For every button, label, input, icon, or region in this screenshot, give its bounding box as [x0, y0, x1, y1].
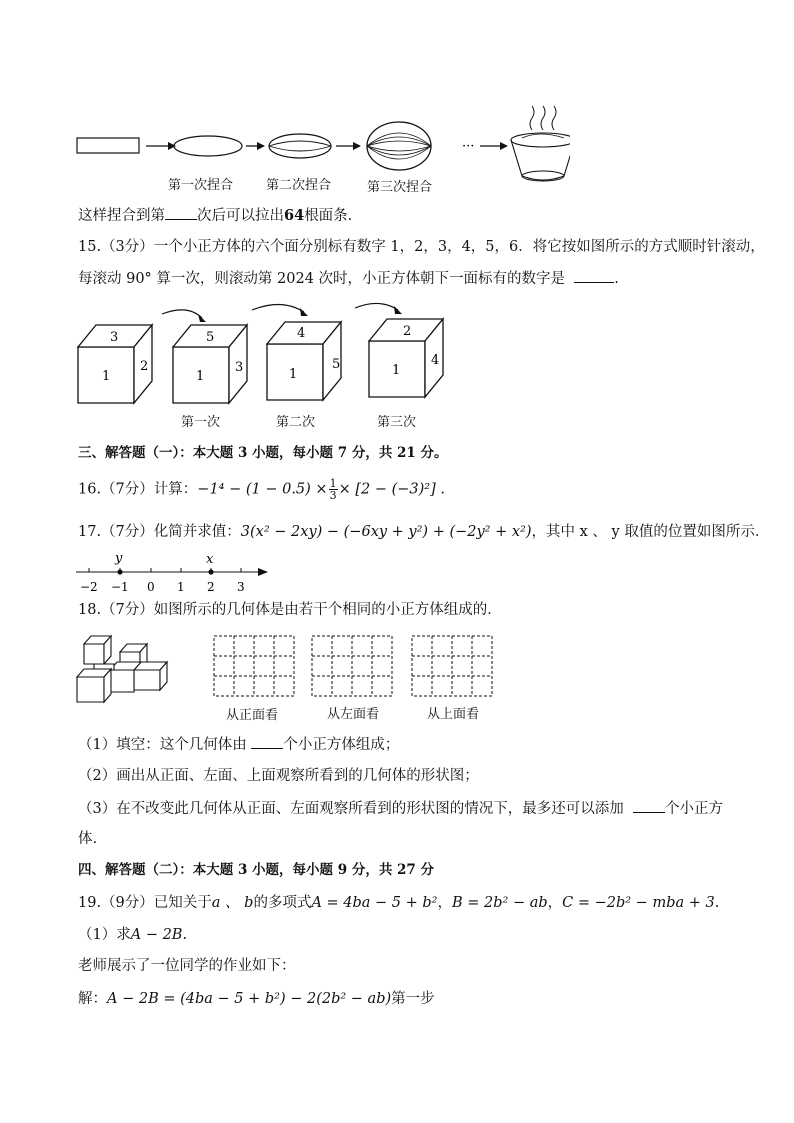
tick-label: 1 — [177, 580, 185, 594]
dough-bar — [77, 138, 139, 153]
q16: 16.（7分）计算：−1⁴ − (1 − 0.5) × $\frac{1}{3}$ × [2 − (−3)²] . — [78, 477, 445, 502]
cube-caption-1: 第一次 — [181, 415, 221, 430]
cube-2 — [173, 325, 247, 403]
section-3-heading: 三、解答题（一）：本大题 3 小题，每小题 7 分，共 21 分。 — [78, 445, 448, 461]
cube-3 — [267, 322, 341, 400]
q18-figures-svg — [72, 630, 502, 710]
point-x — [208, 569, 213, 574]
q17: 17.（7分）化简并求值：3(x² − 2xy) − (−6xy + y²) + (−2y² + x²)，其中 x 、 y 取值的位置如图所示． — [78, 524, 770, 540]
fold-2 — [269, 134, 331, 158]
rolling-cubes-figure — [70, 300, 460, 410]
grid-left-view — [312, 636, 392, 696]
q18-part1: （1）填空：这个几何体由 个小正方体组成； — [78, 734, 399, 755]
stacked-cubes-solid — [77, 636, 167, 702]
section-4-heading: 四、解答题（二）：本大题 3 小题，每小题 9 分，共 27 分 — [78, 862, 435, 878]
fraction-one-third: $\frac{1}{3}$ — [329, 477, 337, 502]
fold-1 — [174, 136, 242, 156]
point-y — [117, 569, 122, 574]
cube-4 — [369, 319, 443, 397]
arrow-2 — [246, 142, 265, 150]
roll-arrow-3 — [355, 303, 398, 310]
q18-part3-tail: 体. — [78, 831, 98, 847]
q19-teacher: 老师展示了一位同学的作业如下： — [78, 958, 296, 974]
q15-line1: 15.（3分）一个小正方体的六个面分别标有数字 1，2，3，4，5，6．将它按如图所示的方式顺时针滚动， — [78, 239, 765, 255]
cube-2-top: 5 — [206, 330, 215, 345]
q18-figures — [72, 630, 502, 710]
noodle-question: 这样捏合到第 次后可以拉出64根面条. — [78, 207, 353, 224]
q18-blank-2[interactable] — [633, 798, 665, 813]
cube-4-top: 2 — [403, 324, 412, 339]
grid-front-view — [214, 636, 294, 696]
cube-1 — [78, 325, 152, 403]
q18-stem: 18.（7分）如图所示的几何体是由若干个相同的小正方体组成的． — [78, 602, 502, 618]
q18-part3: （3）在不改变此几何体从正面、左面观察所看到的形状图的情况下，最多还可以添加 个小正方 — [78, 798, 723, 819]
arrow-3 — [336, 142, 361, 150]
view-caption-front: 从正面看 — [226, 708, 279, 723]
cube-caption-3: 第三次 — [377, 415, 417, 430]
cube-4-front: 1 — [392, 363, 401, 378]
cube-caption-2: 第二次 — [276, 415, 316, 430]
tick-label: 0 — [147, 580, 155, 594]
number-line — [72, 548, 272, 594]
q19-solution: 解：A − 2B = (4ba − 5 + b²) − 2(2b² − ab)第一步 — [78, 991, 435, 1007]
cube-4-side: 4 — [431, 353, 440, 368]
cube-3-side: 5 — [332, 357, 341, 372]
arrow-1 — [146, 142, 176, 150]
fold-caption-1: 第一次捏合 — [168, 178, 234, 193]
cube-2-side: 3 — [235, 360, 244, 375]
grid-top-view — [412, 636, 492, 696]
noodle-bowl-icon — [511, 106, 570, 181]
arrow-4 — [480, 142, 508, 150]
view-caption-left: 从左面看 — [327, 707, 380, 722]
view-caption-top: 从上面看 — [427, 707, 480, 722]
roll-arrow-1 — [162, 310, 202, 318]
tick-label: 2 — [207, 580, 215, 594]
cube-3-top: 4 — [297, 326, 306, 341]
cube-1-top: 3 — [110, 330, 119, 345]
tick-label: 3 — [237, 580, 245, 594]
label-x: x — [206, 552, 214, 567]
cube-2-front: 1 — [196, 369, 205, 384]
q15-line2: 每滚动 90° 算一次，则滚动第 2024 次时，小正方体朝下一面标有的数字是 . — [78, 268, 619, 289]
tick-label: −2 — [80, 580, 98, 594]
q15-answer-blank[interactable] — [574, 268, 614, 283]
label-y: y — [115, 551, 123, 566]
ellipsis: ··· — [462, 139, 475, 154]
roll-arrow-2 — [252, 304, 304, 312]
fold-caption-2: 第二次捏合 — [266, 178, 332, 193]
q18-blank-1[interactable] — [251, 734, 283, 749]
cube-3-front: 1 — [289, 367, 298, 382]
fold-3 — [367, 122, 431, 170]
q18-part2: （2）画出从正面、左面、上面观察所看到的几何体的形状图； — [78, 768, 479, 784]
rolling-cubes — [70, 300, 460, 410]
q19-stem: 19.（9分）已知关于a 、 b的多项式A = 4ba − 5 + b²，B = 2b² − ab，C = −2b² − mba + 3. — [78, 895, 720, 911]
answer-blank[interactable] — [165, 205, 197, 220]
cube-1-front: 1 — [102, 369, 111, 384]
q19-part1: （1）求A − 2B. — [78, 927, 188, 943]
cube-1-side: 2 — [140, 359, 149, 374]
fold-caption-3: 第三次捏合 — [367, 180, 433, 195]
number-line-svg — [72, 548, 272, 594]
tick-label: −1 — [111, 580, 129, 594]
